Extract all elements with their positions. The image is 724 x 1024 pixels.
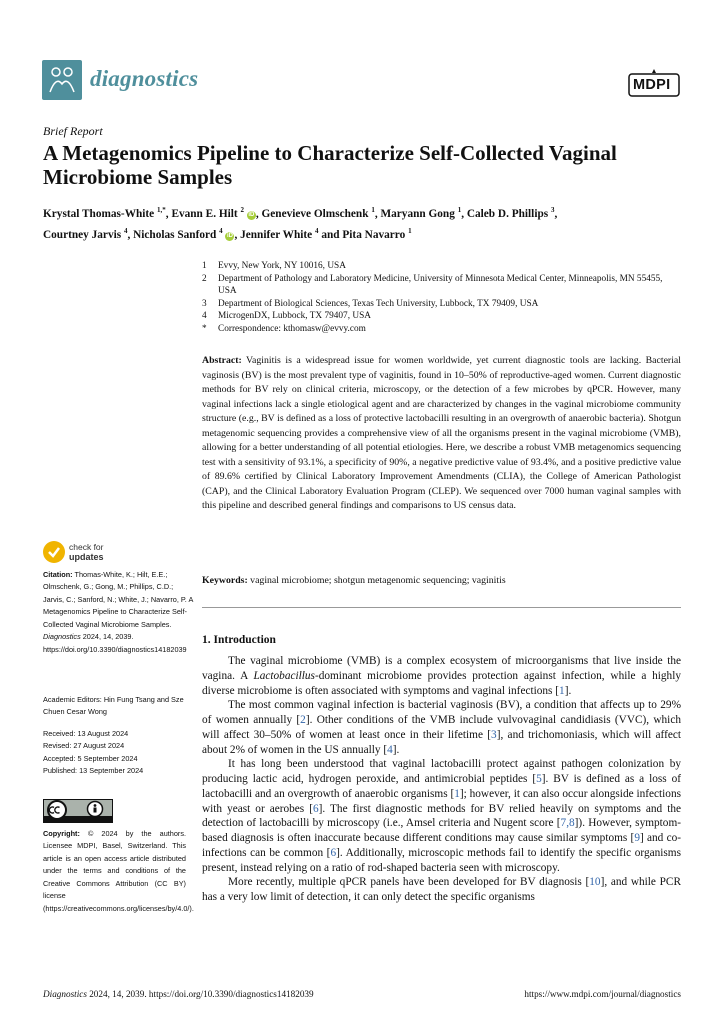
divider <box>202 607 681 608</box>
abstract <box>202 354 681 514</box>
citation-link[interactable]: 4 <box>387 743 393 756</box>
correspondence: * Correspondence: kthomasw@evvy.com <box>202 323 366 334</box>
keywords <box>202 575 681 586</box>
journal-logo-icon <box>42 60 82 100</box>
date-published: Published: 13 September 2024 <box>43 766 144 776</box>
affiliation: 2 Department of Pathology and Laboratory Medicine, University of Minnesota Medical Center, Minneapolis, MN 55455, USA <box>202 273 663 297</box>
check-for-updates-icon[interactable] <box>43 541 65 563</box>
author-list: Krystal Thomas-White $^{1,*}$, Evann E. Hilt $^2$ iD , Genevieve Olmschenk $^1$, Maryann Gong $^1$, Caleb D. Phillips $^3$, Courtney Jarvis $^4$, Nicholas Sanford $^4$ iD , Jennifer White $^4$ and Pita Navarro $^1$ <box>43 206 558 241</box>
abstract-text: Vaginitis is a widespread issue for women worldwide, yet current diagnostic tools are lacking. Bacterial vaginosis (BV) is the most prevalent type of vaginitis, found in 10–50% of reproductive-aged women. Current diagnostic methods for BV rely on clinical criteria, microscopy, or the detection of a few microbes by qPCR. However, many vaginal infections lack a single etiological agent and are characterized by changes in the vaginal microbiome community structure (e.g., BV is defined as a loss of protective lactobacilli resulting in an overgrowth of anaerobic bacteria). Shotgun metagenomic sequencing provides a comprehensive view of all the organisms present in the vaginal microbiome (VMB), allowing for a better understanding of all potential etiologies. Here, we describe a robust VMB metagenomics sequencing test with a sensitivity of 93.1%, a specificity of 90%, a negative predictive value of 93.4%, and a positive predictive value of 89.6% certified by Clinical Laboratory Improvement Amendments (CLIA), the College of American Pathologist (CAP), and the Clinical Laboratory Evaluation Program (CLEP). We sequenced over 7000 human vaginal samples with this pipeline and described general findings and comparisons to US census data. <box>202 355 681 512</box>
paragraph: It has long been understood that vaginal lactobacilli protect against pathogen colonization by producing lactic acid, hydrogen peroxide, and antimicrobial peptides [5]. BV is defined as a loss of lactobacilli and an overgrowth of anaerobic organisms [1]; however, it can also occur alongside infections with yeast or aerobes [6]. The first diagnostic methods for BV relied heavily on symptoms and the detection of lactobacilli by microscopy (i.e., Amsel criteria and Nugent score [7,8]). However, symptom-based diagnosis is often inaccurate because different conditions may cause similar symptoms [9] and co-infections can be common [6]. Additionally, microscopic methods fail to identify the specific organisms present, instead relying on a ratio of rod-shaped bacteria seen with microscopy. <box>202 758 681 874</box>
citation-link[interactable]: 6 <box>312 802 319 815</box>
author[interactable]: Maryann Gong <box>380 207 455 220</box>
citation <box>43 569 193 656</box>
date-accepted: Accepted: 5 September 2024 <box>43 753 138 763</box>
author[interactable]: Genevieve Olmschenk <box>261 207 369 220</box>
article-title: A Metagenomics Pipeline to Characterize Self-Collected Vaginal Microbiome Samples <box>43 141 617 189</box>
paragraph: The vaginal microbiome (VMB) is a complex ecosystem of microorganisms that live inside the vagina. A Lactobacillus-dominant microbiome provides protection against infection, while a highly diverse microbiome is often associated with symptoms and vaginal infections [1]. <box>202 655 681 697</box>
citation-link[interactable]: 6 <box>330 846 337 859</box>
citation-link[interactable]: 7,8 <box>560 817 575 830</box>
publisher-name: MDPI <box>633 77 671 93</box>
keywords-label: Keywords: <box>202 575 248 586</box>
citation-link[interactable]: 2 <box>300 714 306 726</box>
date-revised: Revised: 27 August 2024 <box>43 741 125 751</box>
author[interactable]: Courtney Jarvis <box>43 228 122 241</box>
affiliations <box>202 260 672 336</box>
author[interactable]: Krystal Thomas-White <box>43 207 155 220</box>
footer-citation[interactable]: Diagnostics 2024, 14, 2039. https://doi.org/10.3390/diagnostics14182039 <box>43 989 314 999</box>
citation-link[interactable]: 9 <box>634 832 640 844</box>
author[interactable]: Caleb D. Phillips <box>466 207 549 220</box>
cc-by-license-icon[interactable] <box>43 799 113 823</box>
author[interactable]: Nicholas Sanford <box>133 228 217 241</box>
abstract-label: Abstract: <box>202 355 242 366</box>
journal-name[interactable]: diagnostics <box>90 66 199 91</box>
citation-link[interactable]: 1 <box>454 787 460 800</box>
affiliation: 4 MicrogenDX, Lubbock, TX 79407, USA <box>202 311 371 322</box>
mdpi-logo[interactable] <box>628 68 680 100</box>
orcid-icon[interactable]: iD <box>226 232 233 239</box>
academic-editors: Academic Editors: Hin Fung Tsang and Sze Chuen Cesar Wong <box>43 695 184 717</box>
check-for-updates-button[interactable]: check for updates <box>69 542 104 562</box>
article-type: Brief Report <box>43 124 103 138</box>
citation-journal: Diagnostics <box>43 632 81 642</box>
footer-journal-url[interactable]: https://www.mdpi.com/journal/diagnostics <box>524 989 681 999</box>
publication-dates <box>43 728 193 778</box>
body-text <box>202 654 681 905</box>
copyright-notice: Copyright: © 2024 by the authors. Licensee MDPI, Basel, Switzerland. This article is an open access article distributed under the terms and conditions of the Creative Commons Attribution (CC BY) license (https://creativecommons.org/licenses/by/4.0/). <box>43 829 194 913</box>
citation-details[interactable]: 2024, 14, 2039. https://doi.org/10.3390/diagnostics14182039 <box>43 632 187 654</box>
paragraph: More recently, multiple qPCR panels have been developed for BV diagnosis [10], and while PCR has a very low limit of detection, it can only detect the specific organisms <box>202 876 681 903</box>
author[interactable]: Evann E. Hilt <box>171 207 238 220</box>
citation-label: Citation: <box>43 570 73 579</box>
citation-link[interactable]: 1 <box>559 684 565 697</box>
author[interactable]: Jennifer White <box>240 228 313 241</box>
citation-text: Thomas-White, K.; Hilt, E.E.; Olmschenk, G.; Gong, M.; Phillips, C.D.; Jarvis, C.; Sanford, N.; White, J.; Navarro, P. A Metagenomics Pipeline to Characterize Self-Collected Vaginal Microbiome Samples. <box>43 570 193 629</box>
author[interactable]: Pita Navarro <box>342 228 406 241</box>
paragraph: The most common vaginal infection is bacterial vaginosis (BV), a condition that affects up to 29% of women annually [2]. Other conditions of the VMB include vulvovaginal candidiasis (VVC), which will affect 30–50% of women at least once in their lifetime [3], and trichomoniasis, which will affect about 2% of women in the US annually [4]. <box>202 699 682 756</box>
affiliation: 3 Department of Biological Sciences, Texas Tech University, Lubbock, TX 79409, USA <box>202 298 539 309</box>
citation-link[interactable]: 10 <box>589 876 601 889</box>
affiliation: 1 Evvy, New York, NY 10016, USA <box>202 261 346 271</box>
date-received: Received: 13 August 2024 <box>43 729 129 738</box>
citation-link[interactable]: 3 <box>491 728 497 741</box>
keywords-text: vaginal microbiome; shotgun metagenomic sequencing; vaginitis <box>250 575 506 586</box>
section-heading: 1. Introduction <box>202 634 276 646</box>
citation-link[interactable]: 5 <box>536 773 542 785</box>
orcid-icon[interactable]: iD <box>248 211 255 218</box>
